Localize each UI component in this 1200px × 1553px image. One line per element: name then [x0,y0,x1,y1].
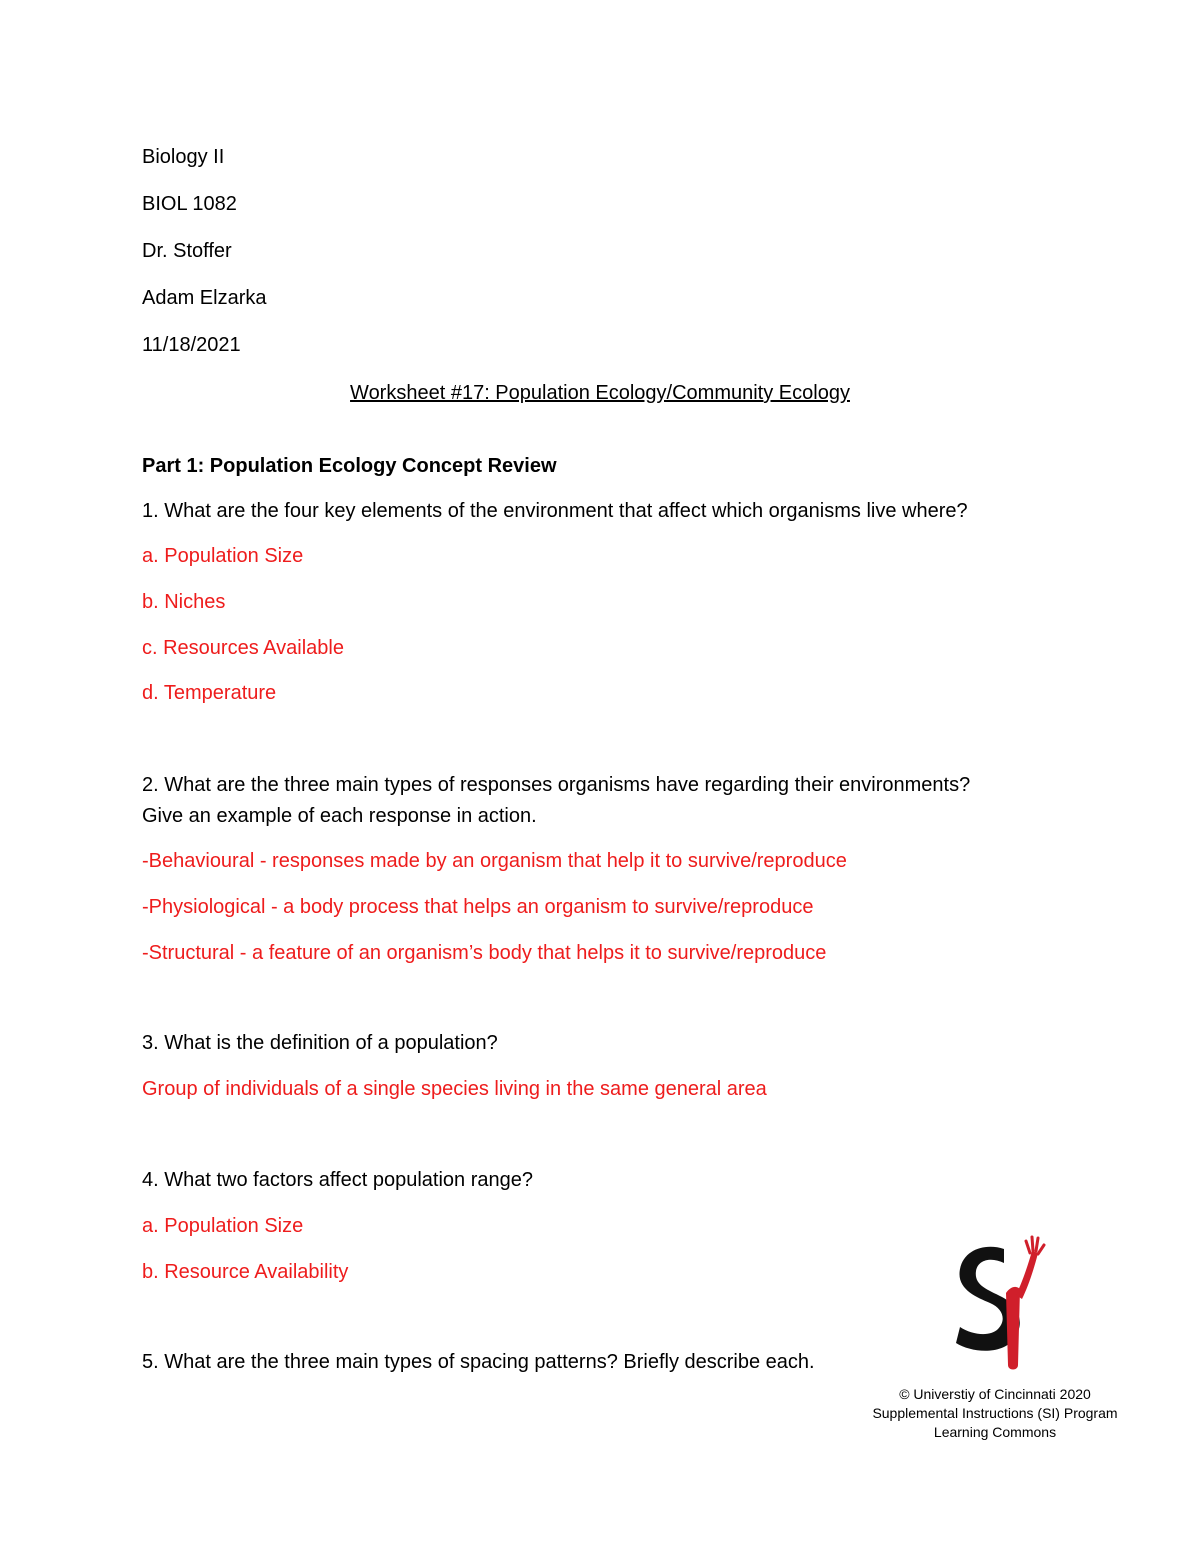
q1-answer-c: c. Resources Available [142,637,344,659]
instructor-name: Dr. Stoffer [142,240,232,262]
question-2-line1: 2. What are the three main types of responses organisms have regarding their environments? [142,774,971,796]
question-1: 1. What are the four key elements of the environment that affect which organisms live where? [142,500,968,522]
part1-heading: Part 1: Population Ecology Concept Review [142,455,557,477]
course-name: Biology II [142,146,225,168]
si-logo-icon [946,1235,1046,1375]
student-name: Adam Elzarka [142,287,267,309]
q4-answer-b: b. Resource Availability [142,1261,349,1283]
logo-department: Learning Commons [933,1424,1057,1440]
worksheet-title: Worksheet #17: Population Ecology/Community Ecology [350,382,850,404]
logo-copyright: © Universtiy of Cincinnati 2020 [899,1386,1091,1402]
q2-answer-behavioural: -Behavioural - responses made by an organism that help it to survive/reproduce [142,850,847,872]
course-code: BIOL 1082 [142,193,237,215]
logo-figure-head-gap [995,1276,1009,1290]
q2-answer-structural: -Structural - a feature of an organism’s body that helps it to survive/reproduce [142,942,827,964]
question-2-line2: Give an example of each response in action. [142,805,537,827]
si-program-logo [860,1235,1130,1445]
logo-figure-arm [1016,1251,1038,1299]
q3-answer: Group of individuals of a single species living in the same general area [142,1078,767,1100]
q1-answer-d: d. Temperature [142,682,277,704]
logo-figure-body [1006,1287,1020,1370]
logo-figure-hand [1026,1237,1044,1254]
question-3: 3. What is the definition of a population? [142,1032,498,1054]
q1-answer-b: b. Niches [142,591,226,613]
q1-answer-a: a. Population Size [142,545,304,567]
question-4: 4. What two factors affect population range? [142,1169,533,1191]
q2-answer-physiological: -Physiological - a body process that helps an organism to survive/reproduce [142,896,814,918]
question-5: 5. What are the three main types of spacing patterns? Briefly describe each. [142,1351,815,1373]
q4-answer-a: a. Population Size [142,1215,304,1237]
logo-program: Supplemental Instructions (SI) Program [872,1405,1118,1421]
document-date: 11/18/2021 [142,334,241,356]
